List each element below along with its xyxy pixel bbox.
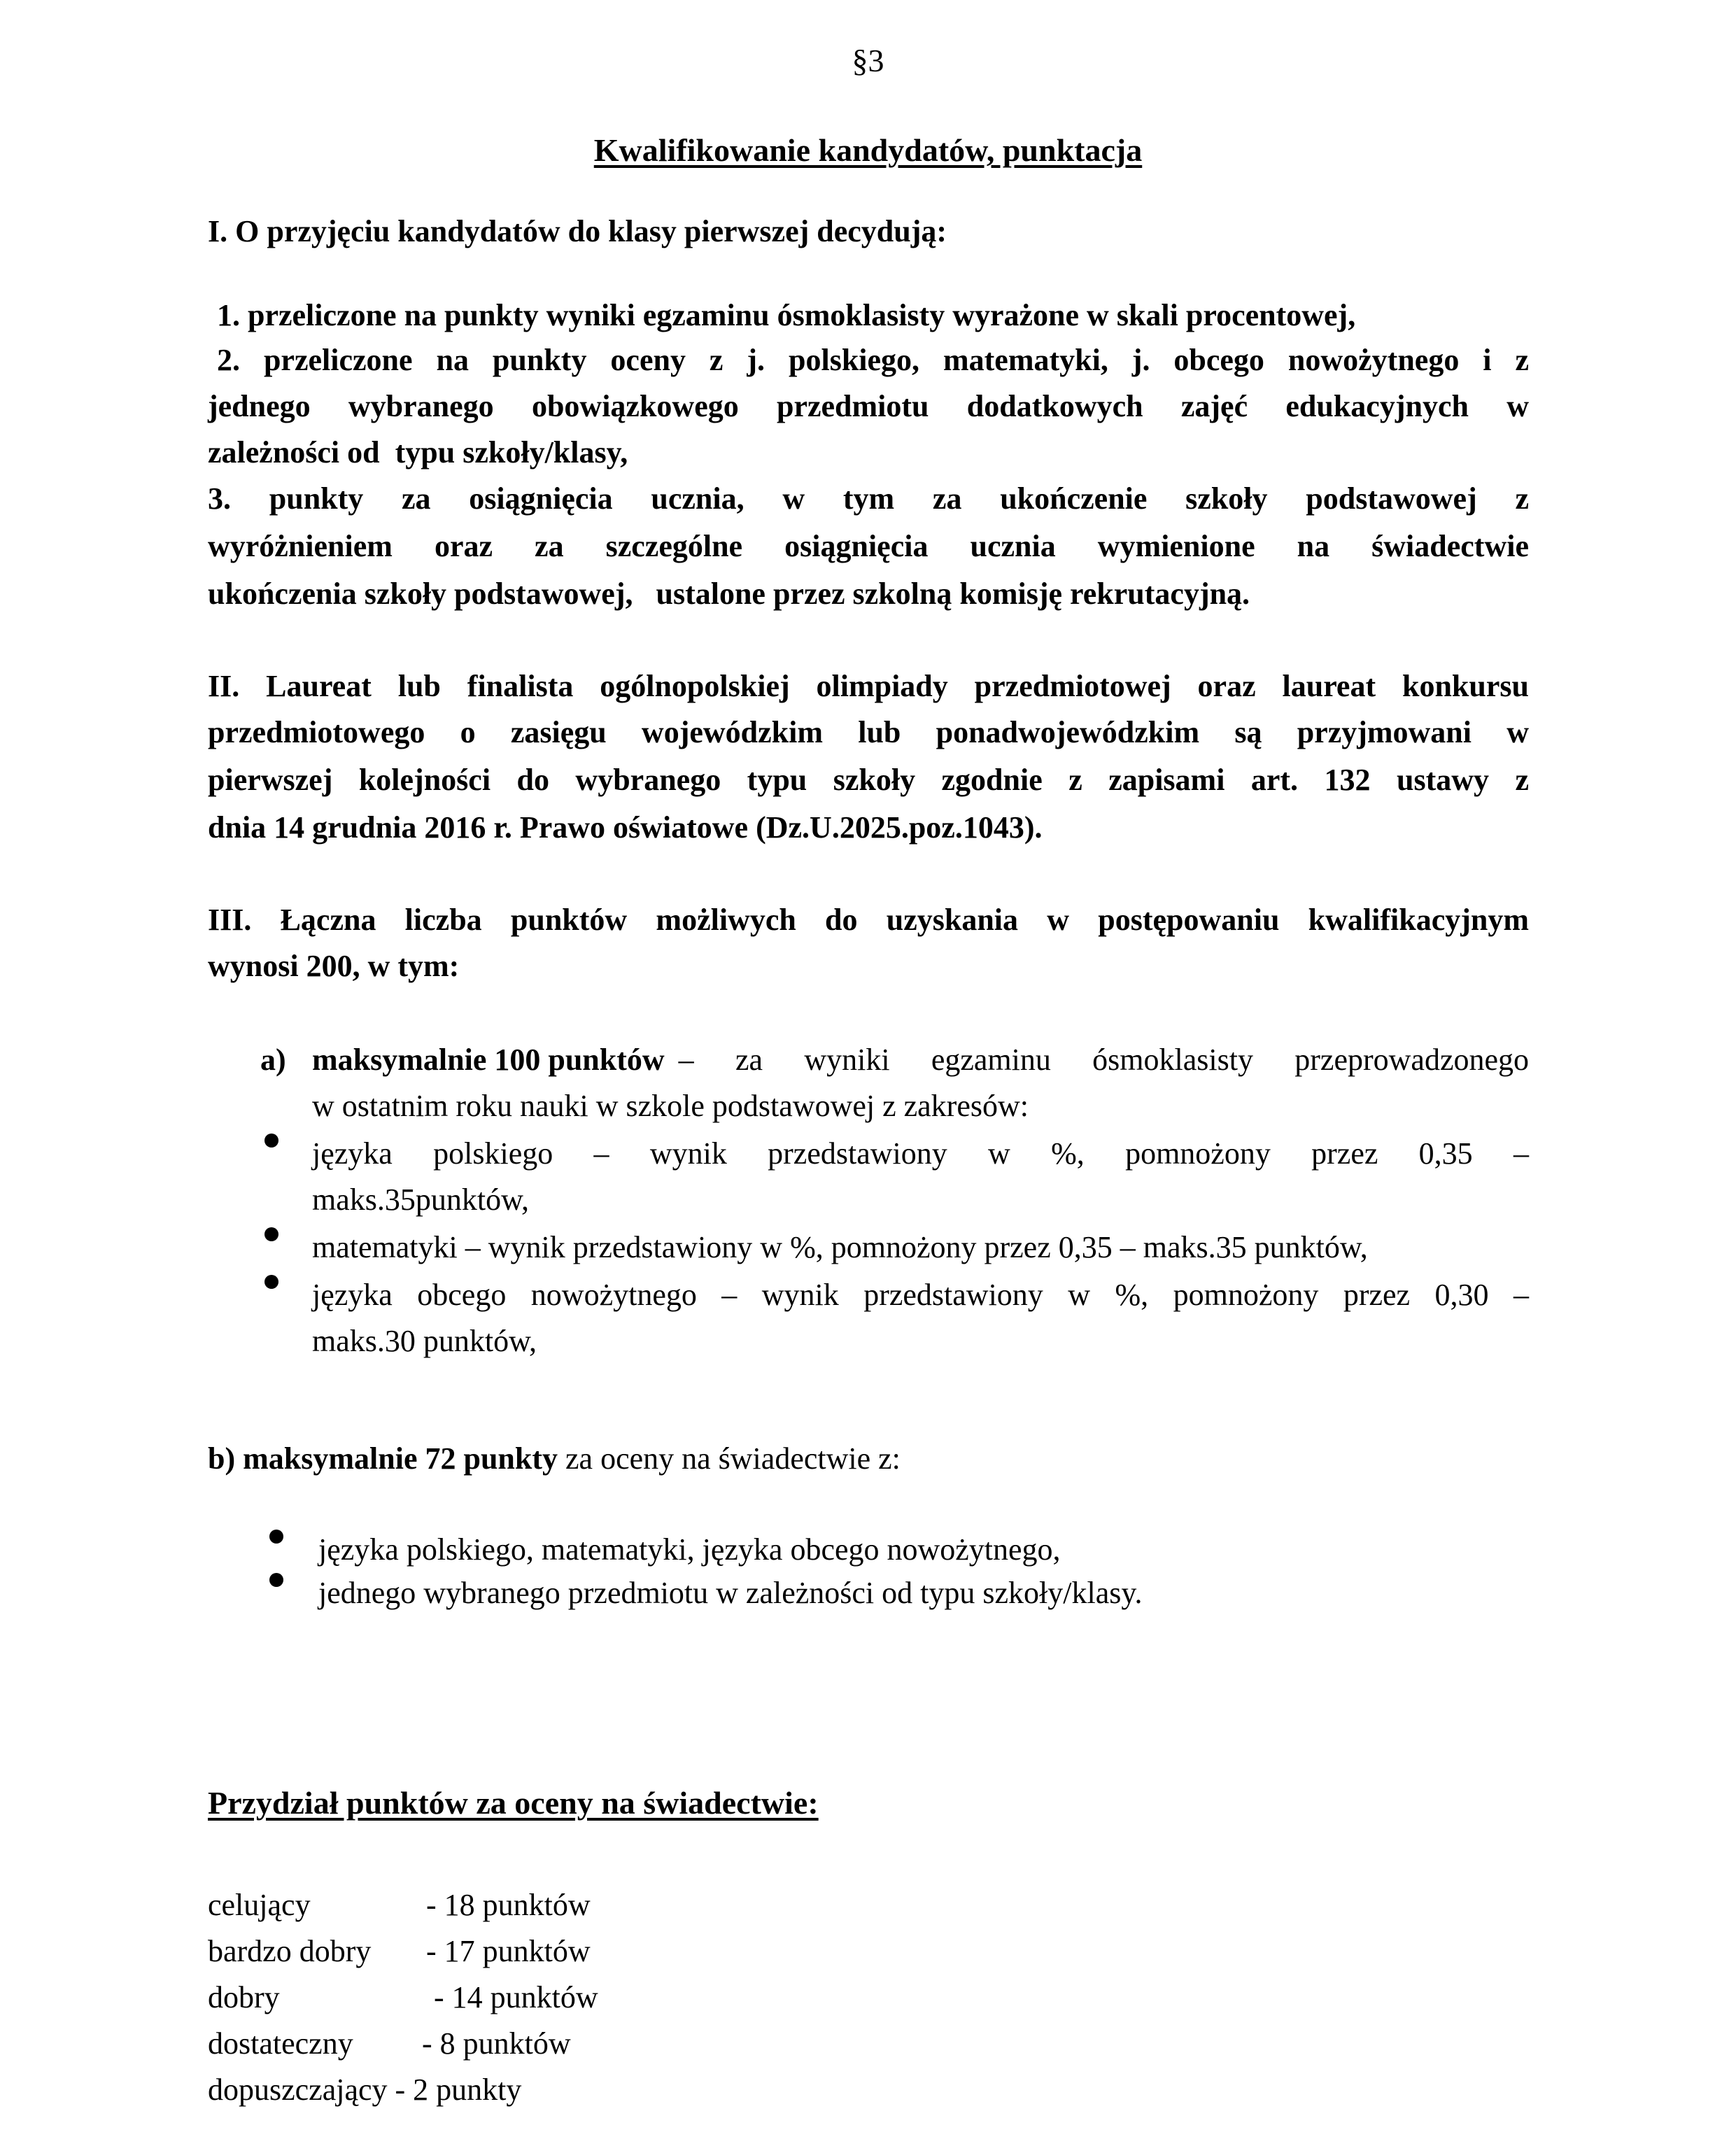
grade-name: dopuszczający xyxy=(208,2073,388,2107)
grade-name: dostateczny xyxy=(208,2026,353,2061)
part-b-bold: b) maksymalnie 72 punkty xyxy=(208,1441,558,1476)
grades-heading xyxy=(208,1784,819,1821)
part-b-bullet-1: języka polskiego, matematyki, języka obcego nowożytnego, xyxy=(318,1532,1061,1567)
part-a-line-2: w ostatnim roku nauki w szkole podstawowej z zakresów: xyxy=(312,1089,1029,1123)
section-ii-line-1: II. Laureat lub finalista ogólnopolskiej olimpiady przedmiotowej oraz laureat konkursu xyxy=(208,669,1529,703)
part-a-bullet-2: matematyki – wynik przedstawiony w %, pomnożony przez 0,35 – maks.35 punktów, xyxy=(312,1230,1368,1264)
part-a-rest: – za wyniki egzaminu ósmoklasisty przeprowadzonego xyxy=(678,1043,1529,1077)
section-iii-line-2: wynosi 200, w tym: xyxy=(208,949,460,983)
part-a-bullet-3-line-2: maks.30 punktów, xyxy=(312,1324,537,1358)
part-a-bullet-3-line-1: języka obcego nowożytnego – wynik przedstawiony w %, pomnożony przez 0,30 – xyxy=(312,1278,1529,1312)
bullet-icon xyxy=(264,1227,278,1241)
section-i-item-3-line-2: wyróżnieniem oraz za szczególne osiągnięcia ucznia wymienione na świadectwie xyxy=(208,529,1529,563)
grade-name: celujący xyxy=(208,1888,311,1922)
part-a-line-1 xyxy=(312,1037,1529,1083)
section-ii-line-4: dnia 14 grudnia 2016 r. Prawo oświatowe (Dz.U.2025.poz.1043). xyxy=(208,810,1043,845)
grades-heading-text: Przydział punktów za oceny na świadectwie: xyxy=(208,1785,819,1821)
part-a-bullet-1-line-2: maks.35punktów, xyxy=(312,1183,530,1217)
grade-row xyxy=(208,1882,591,1928)
grade-row xyxy=(208,1975,598,2021)
section-i-heading: I. O przyjęciu kandydatów do klasy pierwszej decydują: xyxy=(208,214,947,248)
part-a-bullet-1-line-1: języka polskiego – wynik przedstawiony w %, pomnożony przez 0,35 – xyxy=(312,1136,1529,1171)
grade-points: - 18 punktów xyxy=(426,1888,591,1922)
section-i-item-2-line-2: jednego wybranego obowiązkowego przedmiotu dodatkowych zajęć edukacyjnych w xyxy=(208,389,1529,423)
grade-row xyxy=(208,2021,571,2067)
page-title-text: Kwalifikowanie kandydatów, punktacja xyxy=(593,132,1143,168)
grade-points: - 14 punktów xyxy=(426,1980,598,2014)
part-a-bold: maksymalnie 100 punktów xyxy=(312,1043,665,1077)
section-i-item-2-line-1: 2. przeliczone na punkty oceny z j. polskiego, matematyki, j. obcego nowożytnego i z xyxy=(217,343,1529,377)
part-b-bullet-2: jednego wybranego przedmiotu w zależności od typu szkoły/klasy. xyxy=(318,1576,1143,1610)
bullet-icon xyxy=(264,1134,278,1148)
bullet-icon xyxy=(269,1573,283,1587)
grade-row xyxy=(208,2067,521,2113)
part-a-marker: a) xyxy=(260,1043,286,1077)
section-iii-line-1: III. Łączna liczba punktów możliwych do uzyskania w postępowaniu kwalifikacyjnym xyxy=(208,903,1529,937)
grade-name: dobry xyxy=(208,1980,280,2014)
section-ii-line-3: pierwszej kolejności do wybranego typu szkoły zgodnie z zapisami art. 132 ustawy z xyxy=(208,763,1529,797)
grade-points: - 8 punktów xyxy=(422,2026,571,2061)
bullet-icon xyxy=(269,1530,283,1544)
grade-points: - 2 punkty xyxy=(395,2073,522,2107)
page-title xyxy=(0,132,1736,169)
bullet-icon xyxy=(264,1275,278,1289)
section-i-item-3-line-1: 3. punkty za osiągnięcia ucznia, w tym za ukończenie szkoły podstawowej z xyxy=(208,481,1529,516)
section-i-item-1: 1. przeliczone na punkty wyniki egzaminu ósmoklasisty wyrażone w skali procentowej, xyxy=(217,298,1356,332)
section-sign: §3 xyxy=(852,43,884,78)
grade-row xyxy=(208,1928,591,1975)
section-i-item-2-line-3: zależności od typu szkoły/klasy, xyxy=(208,435,628,470)
section-i-item-3-line-3: ukończenia szkoły podstawowej, ustalone przez szkolną komisję rekrutacyjną. xyxy=(208,577,1250,611)
part-b-line xyxy=(208,1436,901,1482)
grade-points: - 17 punktów xyxy=(426,1934,591,1968)
section-ii-line-2: przedmiotowego o zasięgu wojewódzkim lub ponadwojewódzkim są przyjmowani w xyxy=(208,715,1529,749)
grade-name: bardzo dobry xyxy=(208,1934,372,1968)
part-b-rest: za oceny na świadectwie z: xyxy=(558,1441,901,1476)
